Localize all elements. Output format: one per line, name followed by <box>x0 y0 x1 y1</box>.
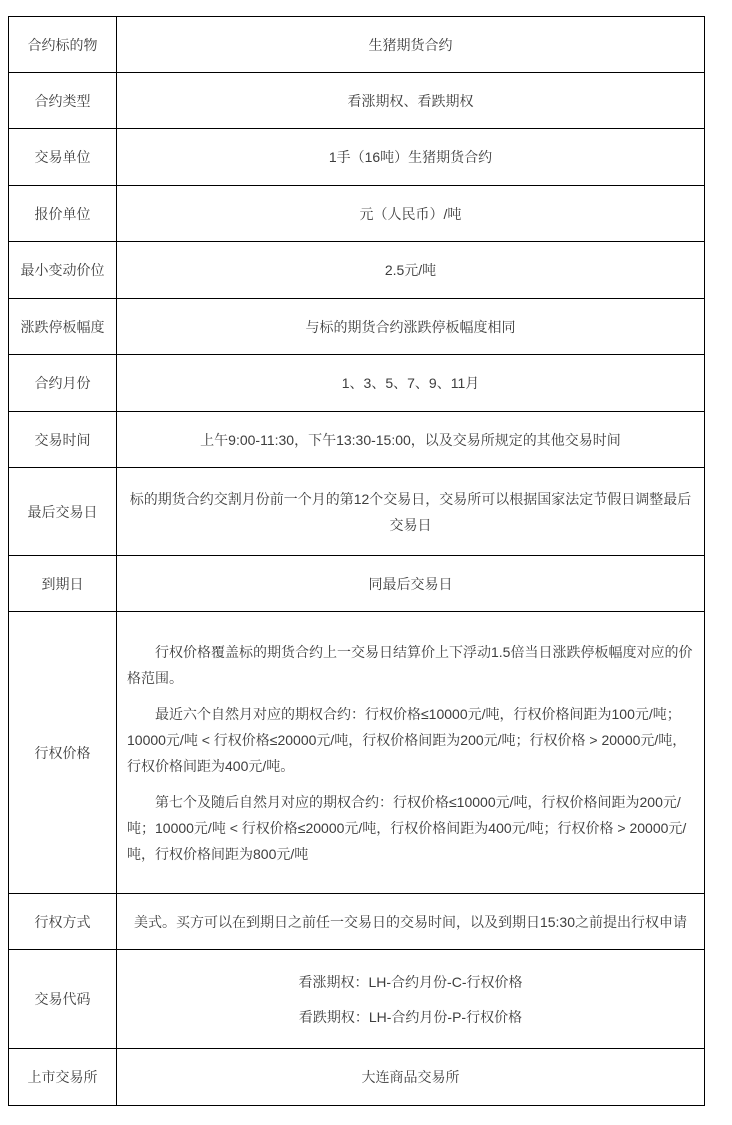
value-text: 2.5元/吨 <box>384 262 437 278</box>
row-value <box>117 73 705 129</box>
value-text: 同最后交易日 <box>368 575 453 592</box>
value-text: 标的期货合约交割月份前一个月的第12个交易日，交易所可以根据国家法定节假日调整最后交易日 <box>129 490 692 533</box>
row-quotation-unit <box>9 186 705 242</box>
row-label: 行权价格 <box>9 612 117 894</box>
row-value <box>117 950 705 1049</box>
value-text: 看跌期权：LH-合约月份-P-行权价格 <box>298 1008 523 1025</box>
row-label: 行权方式 <box>9 894 117 950</box>
row-value <box>117 556 705 612</box>
row-price-limit <box>9 299 705 355</box>
row-value <box>117 186 705 242</box>
value-text: 美式。买方可以在到期日之前任一交易日的交易时间，以及到期日15:30之前提出行权申请 <box>133 913 688 930</box>
value-text: 与标的期货合约涨跌停板幅度相同 <box>305 318 516 335</box>
value-text: 大连商品交易所 <box>361 1069 460 1085</box>
row-value <box>117 1049 705 1106</box>
row-value <box>117 412 705 468</box>
value-text: 1、3、5、7、9、11月 <box>341 375 480 391</box>
contract-spec-table <box>8 16 705 1106</box>
row-expiry-date <box>9 556 705 612</box>
row-label: 到期日 <box>9 556 117 612</box>
row-label: 涨跌停板幅度 <box>9 299 117 355</box>
row-value <box>117 299 705 355</box>
value-text: 最近六个自然月对应的期权合约：行权价格≤10000元/吨，行权价格间距为100元/吨；10000元/吨 < 行权价格≤20000元/吨，行权价格间距为200元/吨；行权价格 > 20000元/吨，行权价格间距为400元/吨。 <box>127 705 687 774</box>
row-label: 上市交易所 <box>9 1049 117 1106</box>
row-value <box>117 17 705 73</box>
row-value <box>117 129 705 186</box>
row-trading-unit <box>9 129 705 186</box>
row-label: 最后交易日 <box>9 468 117 556</box>
value-text: 元（人民币）/吨 <box>359 205 462 222</box>
row-label: 交易时间 <box>9 412 117 468</box>
row-value <box>117 242 705 299</box>
row-label: 合约月份 <box>9 355 117 412</box>
row-trading-code <box>9 950 705 1049</box>
row-label: 交易代码 <box>9 950 117 1049</box>
row-value <box>117 612 705 894</box>
value-text: 行权价格覆盖标的期货合约上一交易日结算价上下浮动1.5倍当日涨跌停板幅度对应的价格范围。 <box>127 643 693 686</box>
row-tick-size <box>9 242 705 299</box>
row-label: 合约类型 <box>9 73 117 129</box>
row-label: 合约标的物 <box>9 17 117 73</box>
row-value <box>117 468 705 556</box>
value-text: 第七个及随后自然月对应的期权合约：行权价格≤10000元/吨，行权价格间距为200元/吨；10000元/吨 < 行权价格≤20000元/吨，行权价格间距为400元/吨；行权价格 > 20000元/吨，行权价格间距为800元/吨 <box>127 793 687 862</box>
row-trading-hours <box>9 412 705 468</box>
row-label: 最小变动价位 <box>9 242 117 299</box>
row-contract-underlying <box>9 17 705 73</box>
value-text: 看涨期权、看跌期权 <box>347 92 474 109</box>
value-text: 生猪期货合约 <box>368 36 453 53</box>
row-contract-type <box>9 73 705 129</box>
row-label: 报价单位 <box>9 186 117 242</box>
row-last-trading-day <box>9 468 705 556</box>
value-text: 上午9:00-11:30，下午13:30-15:00，以及交易所规定的其他交易时间 <box>200 431 621 448</box>
row-exercise-style <box>9 894 705 950</box>
value-text: 看涨期权：LH-合约月份-C-行权价格 <box>298 973 523 990</box>
value-text: 1手（16吨）生猪期货合约 <box>328 149 493 165</box>
row-contract-months <box>9 355 705 412</box>
row-strike-price <box>9 612 705 894</box>
row-value <box>117 355 705 412</box>
row-listing-exchange <box>9 1049 705 1106</box>
row-label: 交易单位 <box>9 129 117 186</box>
row-value <box>117 894 705 950</box>
